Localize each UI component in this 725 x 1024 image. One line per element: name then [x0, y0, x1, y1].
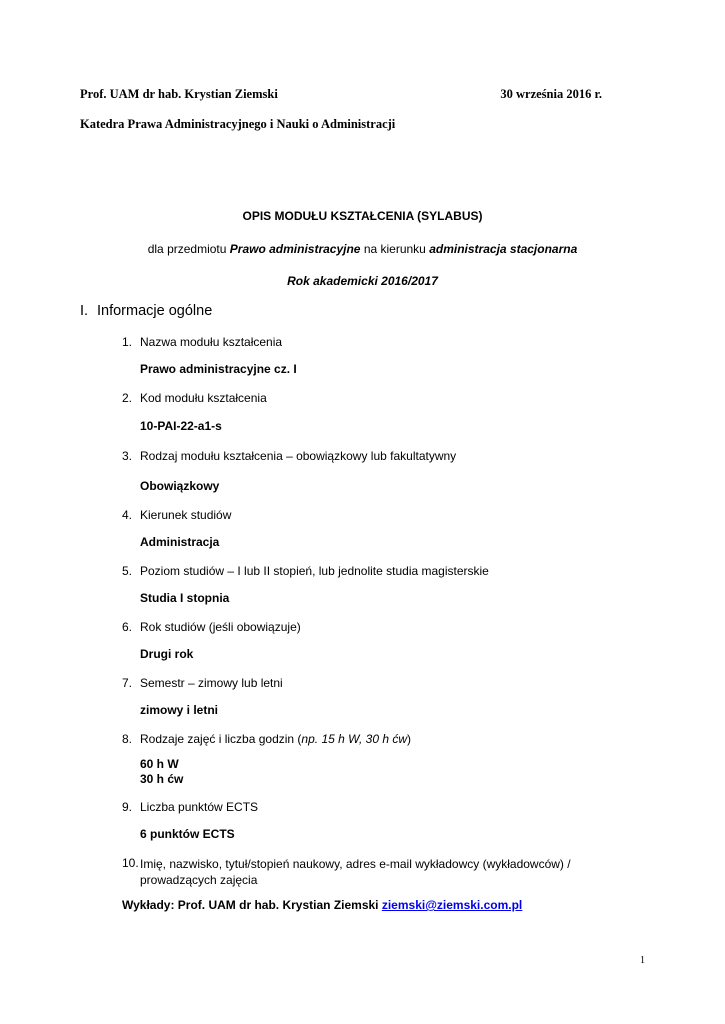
item-value: Studia I stopnia — [140, 591, 230, 605]
section-number: I. — [80, 303, 89, 319]
item-value: zimowy i letni — [140, 703, 219, 717]
item-value: 30 h ćw — [140, 772, 184, 786]
item-number: 2. — [122, 391, 133, 405]
document-date: 30 września 2016 r. — [500, 87, 602, 101]
academic-year: Rok akademicki 2016/2017 — [287, 274, 438, 288]
section-title: Informacje ogólne — [97, 303, 213, 319]
item-number: 1. — [122, 335, 133, 349]
item-value: Prawo administracyjne cz. I — [140, 362, 297, 376]
subtitle-middle: na kierunku — [360, 242, 430, 256]
item-number: 6. — [122, 620, 133, 634]
page-number: 1 — [640, 955, 645, 966]
item-value — [122, 898, 522, 912]
item-label: Poziom studiów – I lub II stopień, lub jednolite studia magisterskie — [140, 564, 489, 578]
lecturer-email-link[interactable]: ziemski@ziemski.com.pl — [381, 898, 523, 912]
label-suffix: ) — [407, 732, 412, 746]
item-value: Drugi rok — [140, 647, 194, 661]
subtitle-prefix: dla przedmiotu — [147, 242, 230, 256]
item-number: 4. — [122, 508, 133, 522]
section-heading — [80, 303, 212, 319]
label-example: np. 15 h W, 30 h ćw — [301, 732, 408, 746]
item-number: 10. — [122, 856, 139, 870]
item-number: 9. — [122, 800, 133, 814]
item-label: Kod modułu kształcenia — [140, 391, 267, 405]
item-number: 3. — [122, 449, 133, 463]
item-label — [140, 732, 411, 746]
item-label: Rodzaj modułu kształcenia – obowiązkowy lub fakultatywny — [140, 449, 457, 463]
course-name: administracja stacjonarna — [429, 242, 578, 256]
item-value: 6 punktów ECTS — [140, 827, 235, 841]
item-value: 60 h W — [140, 757, 179, 771]
item-label: Semestr – zimowy lub letni — [140, 676, 283, 690]
document-title: OPIS MODUŁU KSZTAŁCENIA (SYLABUS) — [242, 209, 483, 223]
lecturer-text: Wykłady: Prof. UAM dr hab. Krystian Ziemski — [122, 898, 382, 912]
document-subtitle — [0, 242, 725, 256]
item-label: Liczba punktów ECTS — [140, 800, 259, 814]
item-number: 8. — [122, 732, 133, 746]
item-label: Nazwa modułu kształcenia — [140, 335, 283, 349]
item-label: Imię, nazwisko, tytuł/stopień naukowy, adres e-mail wykładowcy (wykładowców) / prowadzących zajęcia — [140, 857, 571, 887]
item-number: 5. — [122, 564, 133, 578]
label-prefix: Rodzaje zajęć i liczba godzin ( — [140, 732, 302, 746]
item-label: Kierunek studiów — [140, 508, 232, 522]
item-label: Rok studiów (jeśli obowiązuje) — [140, 620, 301, 634]
author-name: Prof. UAM dr hab. Krystian Ziemski — [80, 87, 278, 101]
item-value: 10-PAI-22-a1-s — [140, 419, 222, 433]
department-name: Katedra Prawa Administracyjnego i Nauki o Administracji — [80, 117, 396, 131]
item-value: Administracja — [140, 535, 220, 549]
item-number: 7. — [122, 676, 133, 690]
item-value: Obowiązkowy — [140, 479, 220, 493]
subject-name: Prawo administracyjne — [229, 242, 361, 256]
